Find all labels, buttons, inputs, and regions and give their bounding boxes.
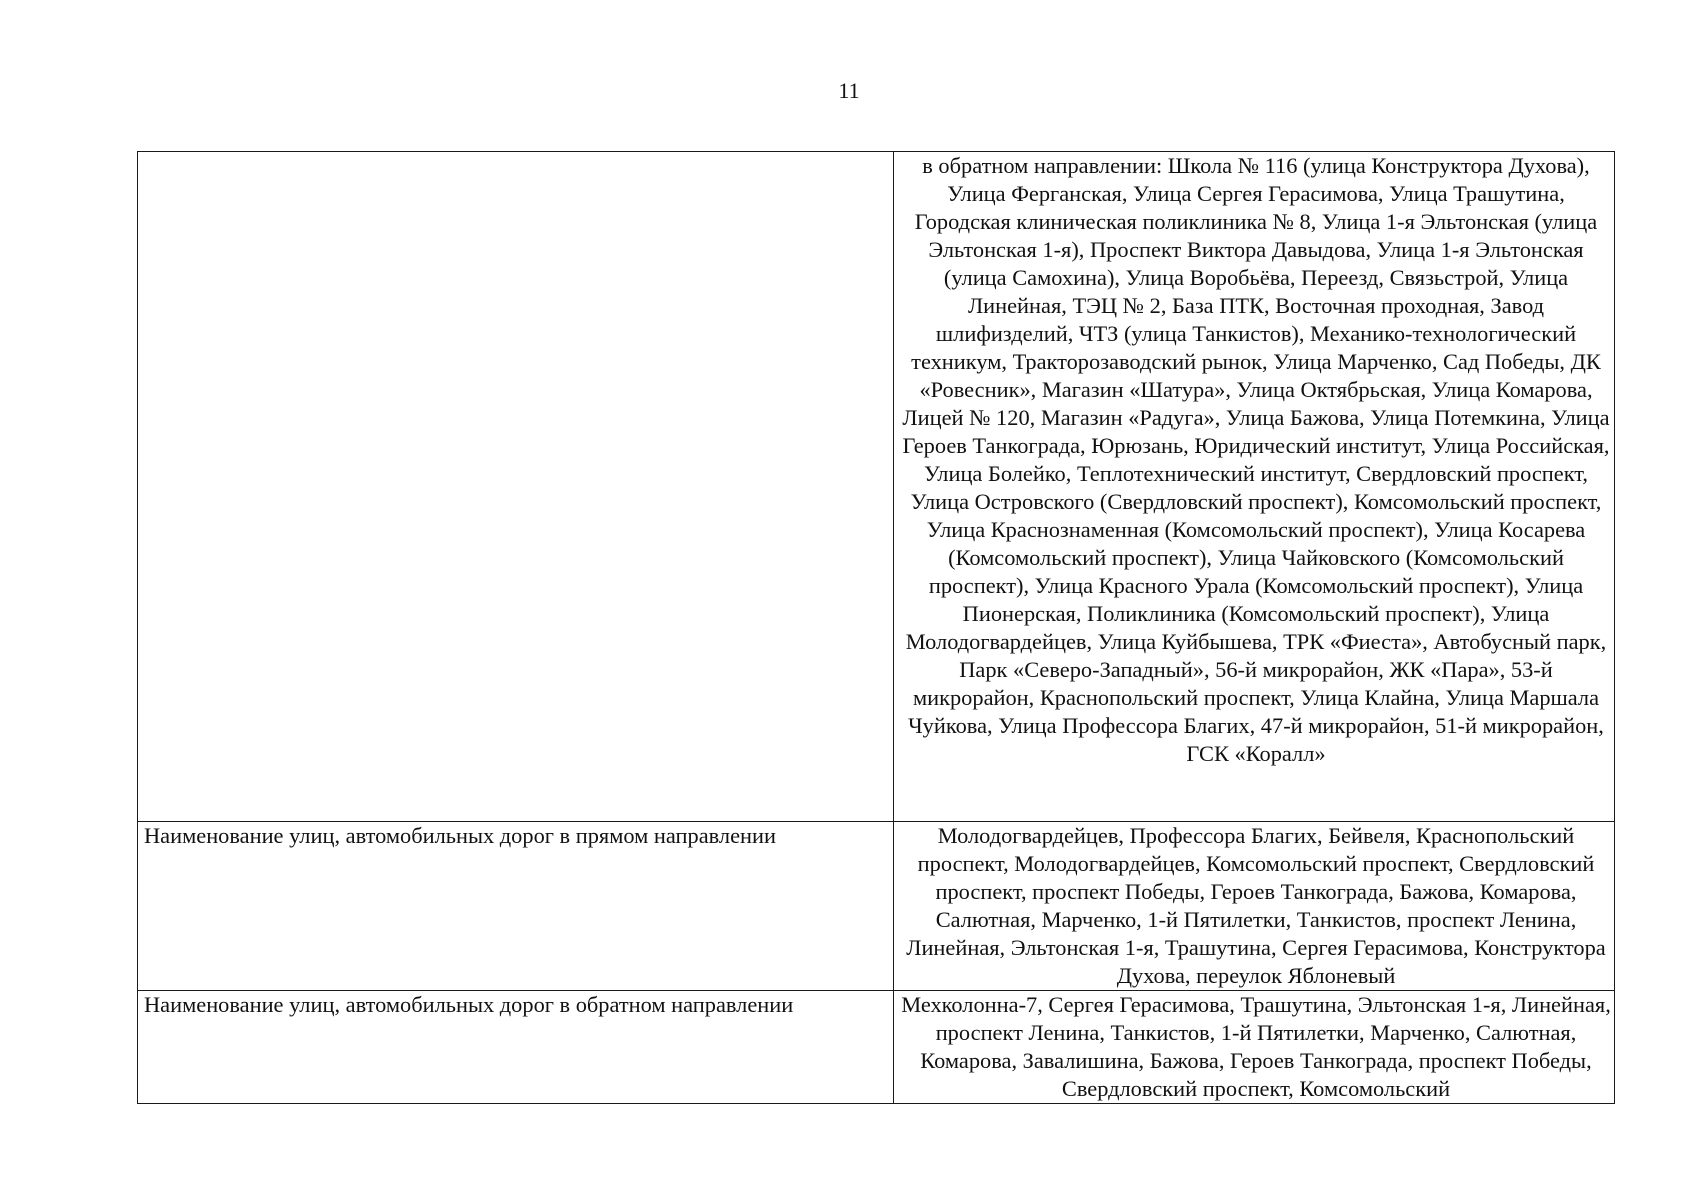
table-row xyxy=(138,822,1615,991)
route-table xyxy=(137,151,1615,1104)
row-label-cell: Наименование улиц, автомобильных дорог в обратном направлении xyxy=(138,991,894,1104)
row-value-cell: Молодогвардейцев, Профессора Благих, Бейвеля, Краснопольский проспект, Молодогвардейцев, Комсомольский проспект, Свердловский проспект, проспект Победы, Героев Танкограда, Бажова, Комарова, Салютная, Марченко, 1-й Пятилетки, Танкистов, проспект Ленина, Линейная, Эльтонская 1-я, Трашутина, Сергея Герасимова, Конструктора Духова, переулок Яблоневый xyxy=(894,822,1615,991)
table-row xyxy=(138,152,1615,822)
row-label-cell: Наименование улиц, автомобильных дорог в прямом направлении xyxy=(138,822,894,991)
row-label-cell xyxy=(138,152,894,822)
row-value-cell: в обратном направлении: Школа № 116 (улица Конструктора Духова), Улица Ферганская, Улица Сергея Герасимова, Улица Трашутина, Городская клиническая поликлиника № 8, Улица 1-я Эльтонская (улица Эльтонская 1-я), Проспект Виктора Давыдова, Улица 1-я Эльтонская (улица Самохина), Улица Воробьёва, Переезд, Связьстрой, Улица Линейная, ТЭЦ № 2, База ПТК, Восточная проходная, Завод шлифизделий, ЧТЗ (улица Танкистов), Механико-технологический техникум, Тракторозаводский рынок, Улица Марченко, Сад Победы, ДК «Ровесник», Магазин «Шатура», Улица Октябрьская, Улица Комарова, Лицей № 120, Магазин «Радуга», Улица Бажова, Улица Потемкина, Улица Героев Танкограда, Юрюзань, Юридический институт, Улица Российская, Улица Болейко, Теплотехнический институт, Свердловский проспект, Улица Островского (Свердловский проспект), Комсомольский проспект, Улица Краснознаменная (Комсомольский проспект), Улица Косарева (Комсомольский проспект), Улица Чайковского (Комсомольский проспект), Улица Красного Урала (Комсомольский проспект), Улица Пионерская, Поликлиника (Комсомольский проспект), Улица Молодогвардейцев, Улица Куйбышева, ТРК «Фиеста», Автобусный парк, Парк «Северо-Западный», 56-й микрорайон, ЖК «Пара», 53-й микрорайон, Краснопольский проспект, Улица Клайна, Улица Маршала Чуйкова, Улица Профессора Благих, 47-й микрорайон, 51-й микрорайон, ГСК «Коралл» xyxy=(894,152,1615,822)
page-number: 11 xyxy=(838,78,860,103)
table-row xyxy=(138,991,1615,1104)
row-value-cell: Мехколонна-7, Сергея Герасимова, Трашутина, Эльтонская 1-я, Линейная, проспект Ленина, Танкистов, 1-й Пятилетки, Марченко, Салютная, Комарова, Завалишина, Бажова, Героев Танкограда, проспект Победы, Свердловский проспект, Комсомольский xyxy=(894,991,1615,1104)
